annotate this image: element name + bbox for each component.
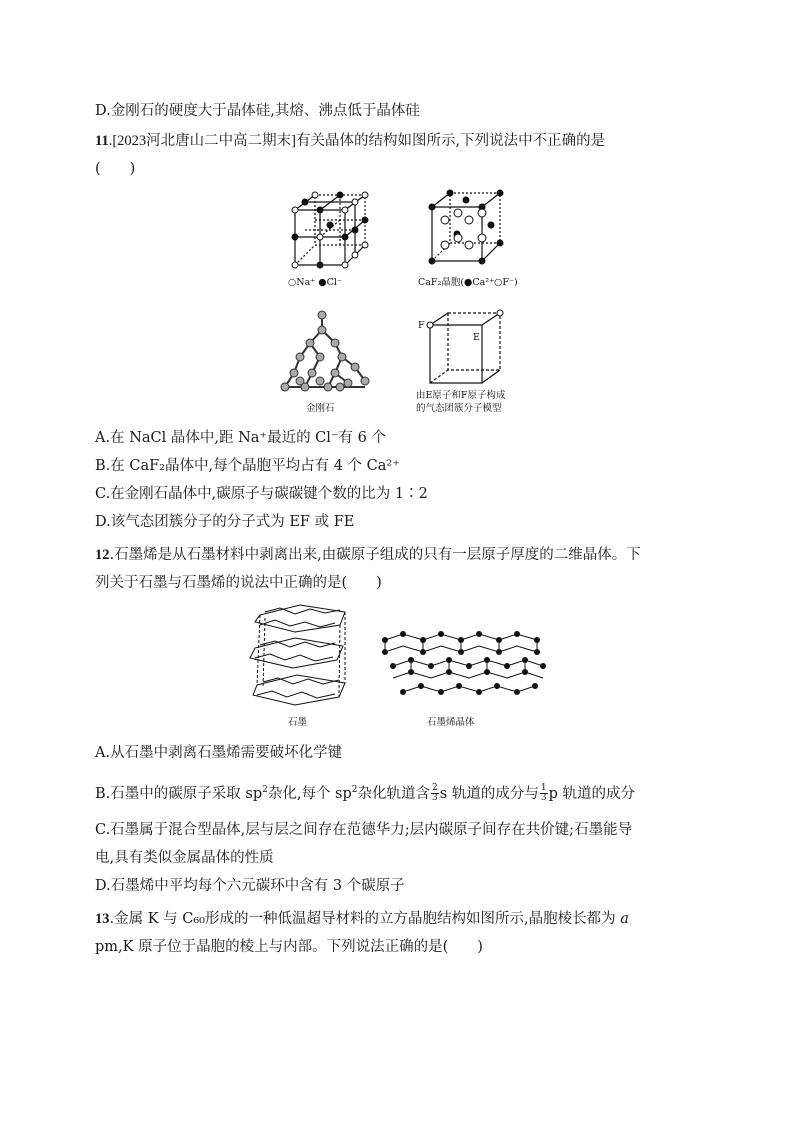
q12-option-c-line1: C.石墨属于混合型晶体,层与层之间存在范德华力;层内碳原子间存在共价键;石墨能导 <box>95 822 633 838</box>
q13-stem-line2: pm,K 原子位于晶胞的棱上与内部。下列说法正确的是( ) <box>95 939 483 955</box>
q12-b-part4: s 轨道的成分与 <box>439 785 539 802</box>
q12-option-a: A.从石墨中剥离石墨烯需要破坏化学键 <box>95 745 343 761</box>
q12-b-part2: 杂化,每个 sp <box>267 785 352 802</box>
q11-stem <box>95 131 605 151</box>
frac2-num: 1 <box>540 783 547 794</box>
q11-option-a: A.在 NaCl 晶体中,距 Na⁺最近的 Cl⁻有 6 个 <box>95 430 387 446</box>
q11-option-c: C.在金刚石晶体中,碳原子与碳碳键个数的比为 1∶2 <box>95 486 428 502</box>
q13-text1: .金属 K 与 C₆₀形成的一种低温超导材料的立方晶胞结构如图所示,晶胞棱长都为 <box>109 911 621 927</box>
q11-number: 11 <box>95 133 109 149</box>
q11-figures <box>280 185 550 420</box>
fraction-one-third <box>540 784 548 803</box>
cluster-molecule-diagram <box>430 313 500 383</box>
q12-b-part3: 杂化轨道含 <box>357 785 431 802</box>
caf2-legend: CaF₂晶胞(●Ca²⁺○F⁻) <box>418 277 518 288</box>
q12-b-sup2: 2 <box>351 785 358 795</box>
q12-stem-line2: 列关于石墨与石墨烯的说法中正确的是( ) <box>95 575 382 591</box>
cluster-caption-line1: 由E原子和F原子构成 <box>416 390 506 401</box>
q12-number: 12 <box>95 547 110 563</box>
q12-option-c-line2: 电,具有类似金属晶体的性质 <box>95 850 274 866</box>
frac2-den: 3 <box>540 793 547 804</box>
diamond-atoms <box>281 311 369 391</box>
q11-source: .[2023河北唐山二中高二期末] <box>108 133 296 149</box>
q13-stem-line1 <box>95 909 629 929</box>
q12-b-part5: p 轨道的成分 <box>548 785 635 802</box>
frac1-den: 3 <box>432 793 438 804</box>
q11-option-b: B.在 CaF₂晶体中,每个晶胞平均占有 4 个 Ca²⁺ <box>95 458 400 474</box>
diamond-caption: 金刚石 <box>306 403 335 414</box>
q12-stem-line1 <box>95 545 641 565</box>
q13-variable-a: a <box>620 911 629 927</box>
graphite-caption: 石墨 <box>288 717 308 728</box>
q12-option-b <box>95 780 635 804</box>
q12-b-part1: B.石墨中的碳原子采取 sp <box>95 785 263 802</box>
cluster-caption-line2: 的气态团簇分子模型 <box>416 403 502 414</box>
label-f: F <box>418 320 425 331</box>
q12-figures <box>245 600 555 735</box>
graphite-diagram <box>250 605 345 705</box>
q11-answer-paren: ( ) <box>95 161 136 177</box>
q11-option-d: D.该气态团簇分子的分子式为 EF 或 FE <box>95 514 355 530</box>
q13-number: 13 <box>95 911 110 927</box>
q12-option-d: D.石墨烯中平均每个六元碳环中含有 3 个碳原子 <box>95 878 405 894</box>
q12-text1: .石墨烯是从石墨材料中剥离出来,由碳原子组成的只有一层原子厚度的二维晶体。下 <box>109 547 641 563</box>
graphene-atoms <box>382 631 546 695</box>
label-e: E <box>473 332 480 343</box>
graphene-caption: 石墨烯晶体 <box>427 717 475 728</box>
fraction-two-thirds <box>431 784 439 803</box>
frac1-num: 2 <box>432 783 438 794</box>
nacl-legend: ○Na⁺ ●Cl⁻ <box>288 277 342 288</box>
q10-option-d: D.金刚石的硬度大于晶体硅,其熔、沸点低于晶体硅 <box>95 103 420 119</box>
graphene-diagram <box>385 634 543 692</box>
q12-b-sup1: 2 <box>262 785 268 795</box>
q11-text: 有关晶体的结构如图所示,下列说法中不正确的是 <box>296 133 606 149</box>
